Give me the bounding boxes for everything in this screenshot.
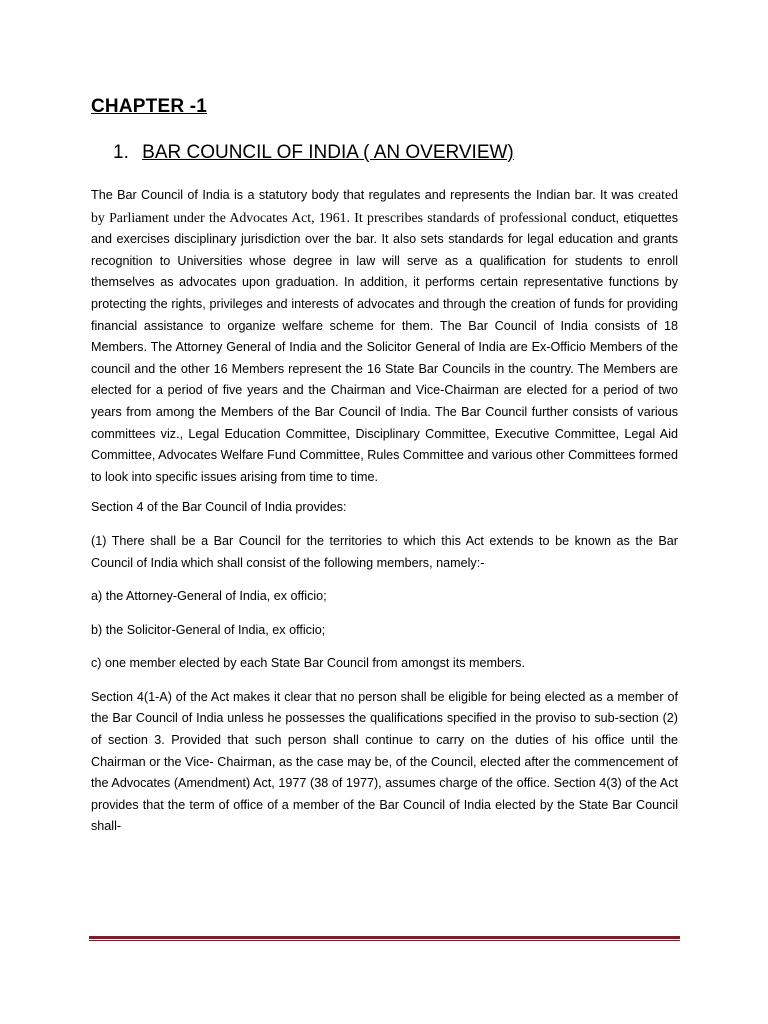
intro-paragraph (91, 184, 678, 488)
intro-text-part1: The Bar Council of India is a statutory body that regulates and represents the Indian bar. It was (91, 188, 639, 202)
heading-number: 1. (113, 142, 129, 163)
list-item-b: b) the Solicitor-General of India, ex officio; (91, 622, 326, 637)
intro-text-serif: created by Parliament under the Advocates Act, 1961. It prescribes standards of professional (91, 187, 678, 225)
footer-divider (89, 936, 680, 942)
intro-text-part2: conduct, etiquettes and exercises disciplinary jurisdiction over the bar. It also sets standards for legal education and grants recognition to Universities whose degree in law will serve as a qualification for students to enroll themselves as advocates upon graduation. In addition, it performs certain representative functions by protecting the rights, privileges and interests of advocates and through the creation of funds for providing financial assistance to organize welfare scheme for them. The Bar Council of India consists of 18 Members. The Attorney General of India and the Solicitor General of India are Ex-Officio Members of the council and the other 16 Members represent the 16 State Bar Councils in the country. The Members are elected for a period of five years and the Chairman and Vice-Chairman are elected for a period of two years from among the Members of the Bar Council of India. The Bar Council further consists of various committees viz., Legal Education Committee, Disciplinary Committee, Executive Committee, Legal Aid Committee, Advocates Welfare Fund Committee, Rules Committee and various other Committees formed to look into specific issues arising from time to time. (91, 210, 679, 484)
section-heading (113, 142, 514, 164)
section4-intro-paragraph: Section 4 of the Bar Council of India provides: (91, 500, 347, 515)
list-item-a: a) the Attorney-General of India, ex officio; (91, 589, 327, 604)
chapter-title: CHAPTER -1 (91, 96, 208, 117)
list-item-c: c) one member elected by each State Bar Council from amongst its members. (91, 656, 525, 671)
footer-divider-thick-line (89, 936, 680, 939)
heading-title: BAR COUNCIL OF INDIA ( AN OVERVIEW) (142, 142, 514, 163)
footer-divider-thin-line (89, 940, 680, 941)
section4-1a-paragraph: Section 4(1-A) of the Act makes it clear that no person shall be eligible for being elected as a member of the Bar Council of India unless he possesses the qualifications specified in the proviso to sub-section (2) of section 3. Provided that such person shall continue to carry on the duties of his office until the Chairman or the Vice- Chairman, as the case may be, of the Council, elected after the commencement of the Advocates (Amendment) Act, 1977 (38 of 1977), assumes charge of the office. Section 4(3) of the Act provides that the term of office of a member of the Bar Council of India elected by the State Bar Council shall- (91, 689, 678, 834)
section4-clause1-paragraph: (1) There shall be a Bar Council for the territories to which this Act extends to be known as the Bar Council of India which shall consist of the following members, namely:- (91, 533, 678, 570)
body-content (91, 184, 678, 838)
